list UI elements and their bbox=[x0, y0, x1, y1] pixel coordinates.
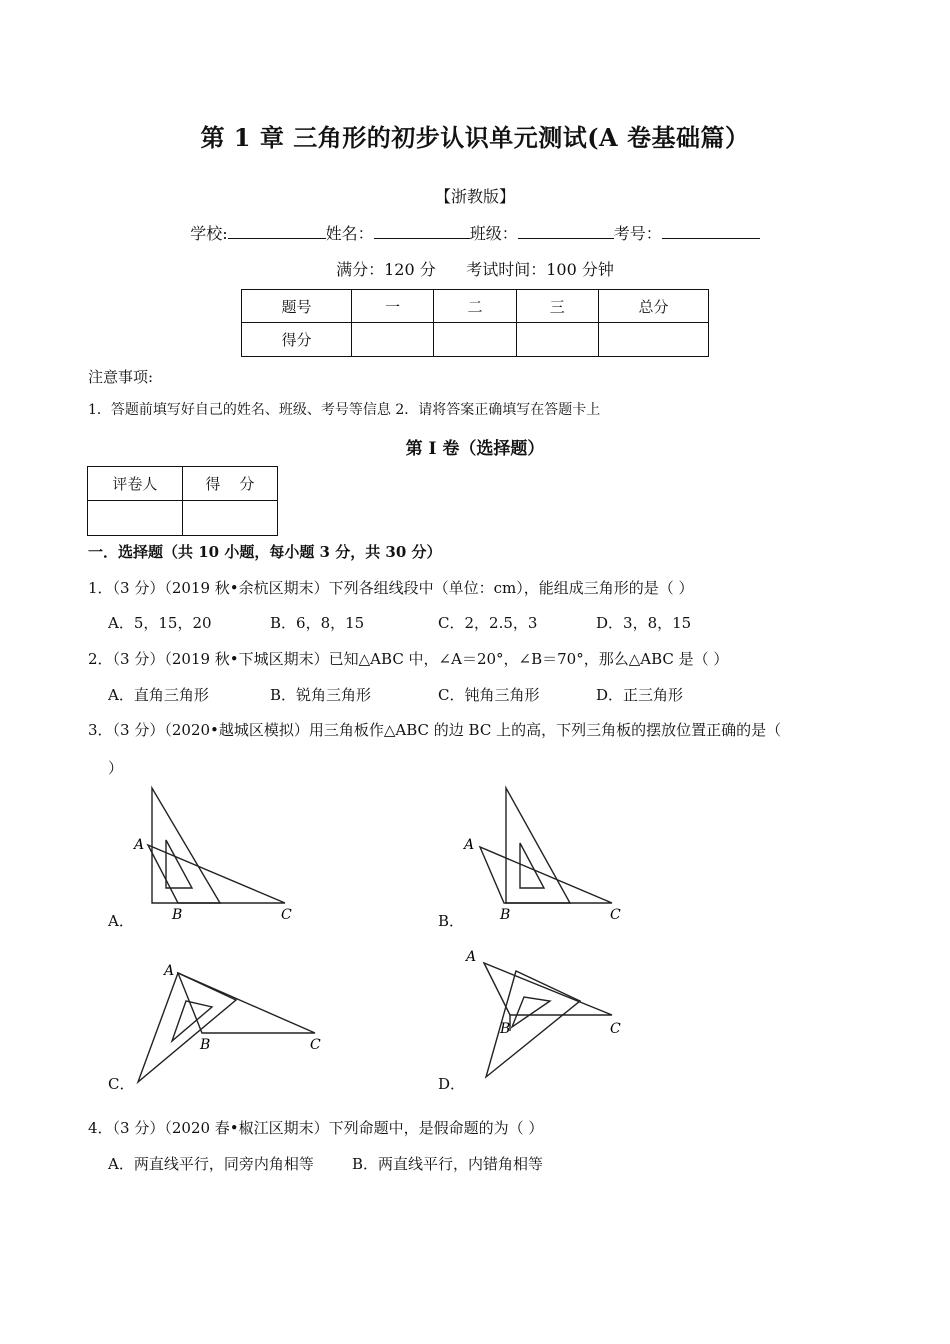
question-1-option-c[interactable]: C．2，2.5，3 bbox=[438, 614, 538, 632]
name-label: 姓名： bbox=[325, 224, 374, 243]
figure-a-point-a: A bbox=[134, 837, 145, 853]
figure-d-point-a: A bbox=[466, 949, 477, 965]
figure-c-triangle-abc bbox=[178, 973, 315, 1033]
figure-a-triangle-abc bbox=[148, 845, 285, 903]
score-row-label: 得分 bbox=[242, 323, 352, 357]
edition-label: 【浙教版】 bbox=[434, 187, 515, 206]
question-3-option-b[interactable]: B． bbox=[438, 912, 465, 930]
part-heading: 一．选择题（共 10 小题，每小题 3 分，共 30 分） bbox=[88, 543, 442, 561]
score-table-header: 一 bbox=[352, 290, 434, 323]
figure-a bbox=[130, 785, 310, 930]
question-2-stem: 2．（3 分）（2019 秋•下城区期末）已知△ABC 中，∠A＝20°，∠B＝70°，那么△ABC 是（ ） bbox=[88, 650, 729, 668]
question-2-option-d[interactable]: D．正三角形 bbox=[596, 686, 684, 704]
question-1-option-a[interactable]: A．5，15，20 bbox=[108, 614, 212, 632]
name-blank[interactable] bbox=[374, 222, 470, 239]
figure-b-triangle-abc bbox=[480, 847, 612, 903]
notes-text: 1．答题前填写好自己的姓名、班级、考号等信息 2．请将答案正确填写在答题卡上 bbox=[88, 402, 601, 418]
school-label: 学校: bbox=[190, 224, 228, 243]
grader-cell[interactable] bbox=[182, 501, 277, 536]
figure-b bbox=[460, 785, 640, 930]
question-2-option-b[interactable]: B．锐角三角形 bbox=[270, 686, 372, 704]
question-2-option-a[interactable]: A．直角三角形 bbox=[108, 686, 209, 704]
score-cell[interactable] bbox=[434, 323, 516, 357]
class-label: 班级： bbox=[469, 224, 518, 243]
figure-b-point-b: B bbox=[500, 907, 511, 923]
figure-b-point-a: A bbox=[464, 837, 475, 853]
score-table bbox=[241, 289, 709, 357]
figure-a-point-b: B bbox=[172, 907, 183, 923]
question-1-stem: 1．（3 分）（2019 秋•余杭区期末）下列各组线段中（单位：cm），能组成三角形的是（ ） bbox=[88, 579, 694, 597]
question-4-option-a[interactable]: A．两直线平行，同旁内角相等 bbox=[108, 1155, 314, 1173]
page-title: 第 1 章 三角形的初步认识单元测试(A 卷基础篇） bbox=[200, 123, 750, 152]
score-table-header: 二 bbox=[434, 290, 516, 323]
question-3-stem: 3．（3 分）（2020•越城区模拟）用三角板作△ABC 的边 BC 上的高，下列三角板的摆放位置正确的是（ bbox=[88, 721, 782, 739]
score-cell[interactable] bbox=[516, 323, 598, 357]
question-3-option-d[interactable]: D． bbox=[438, 1075, 466, 1093]
figure-a-point-c: C bbox=[281, 907, 292, 923]
question-4-option-b[interactable]: B．两直线平行，内错角相等 bbox=[352, 1155, 544, 1173]
question-3-option-c[interactable]: C． bbox=[108, 1075, 135, 1093]
score-cell[interactable] bbox=[598, 323, 708, 357]
figure-c-point-b: B bbox=[200, 1037, 211, 1053]
figure-a-set-square-inner bbox=[166, 840, 192, 888]
question-1-option-d[interactable]: D．3，8，15 bbox=[596, 614, 692, 632]
figure-a-set-square bbox=[152, 788, 220, 903]
score-time-line: 满分：120 分 考试时间：100 分钟 bbox=[336, 260, 614, 279]
figure-d bbox=[460, 945, 640, 1090]
section-title: 第 I 卷（选择题） bbox=[405, 439, 545, 459]
school-blank[interactable] bbox=[228, 222, 326, 239]
question-4-stem: 4．（3 分）（2020 春•椒江区期末）下列命题中，是假命题的为（ ） bbox=[88, 1119, 544, 1137]
figure-d-triangle-abc bbox=[484, 963, 612, 1015]
score-table-header: 题号 bbox=[242, 290, 352, 323]
student-info-line bbox=[0, 221, 950, 244]
score-table-header: 总分 bbox=[598, 290, 708, 323]
figure-c-point-c: C bbox=[310, 1037, 321, 1053]
exam-number-label: 考号： bbox=[613, 224, 662, 243]
grader-cell[interactable] bbox=[88, 501, 183, 536]
grader-table bbox=[87, 466, 278, 536]
figure-d-set-square-inner bbox=[512, 997, 550, 1027]
grader-header: 得 分 bbox=[182, 467, 277, 501]
question-3-stem-continued: ） bbox=[108, 759, 124, 777]
figure-b-set-square bbox=[506, 788, 570, 903]
question-2-option-c[interactable]: C．钝角三角形 bbox=[438, 686, 540, 704]
notes-heading: 注意事项: bbox=[88, 368, 154, 386]
exam-number-blank[interactable] bbox=[662, 222, 760, 239]
figure-b-point-c: C bbox=[610, 907, 621, 923]
question-3-option-a[interactable]: A． bbox=[108, 912, 134, 930]
score-cell[interactable] bbox=[352, 323, 434, 357]
figure-d-point-c: C bbox=[610, 1021, 621, 1037]
grader-header: 评卷人 bbox=[88, 467, 183, 501]
question-1-option-b[interactable]: B．6，8，15 bbox=[270, 614, 365, 632]
figure-c bbox=[130, 955, 330, 1090]
score-table-header: 三 bbox=[516, 290, 598, 323]
class-blank[interactable] bbox=[518, 222, 614, 239]
figure-c-point-a: A bbox=[164, 963, 175, 979]
figure-d-point-b: B bbox=[500, 1021, 511, 1037]
